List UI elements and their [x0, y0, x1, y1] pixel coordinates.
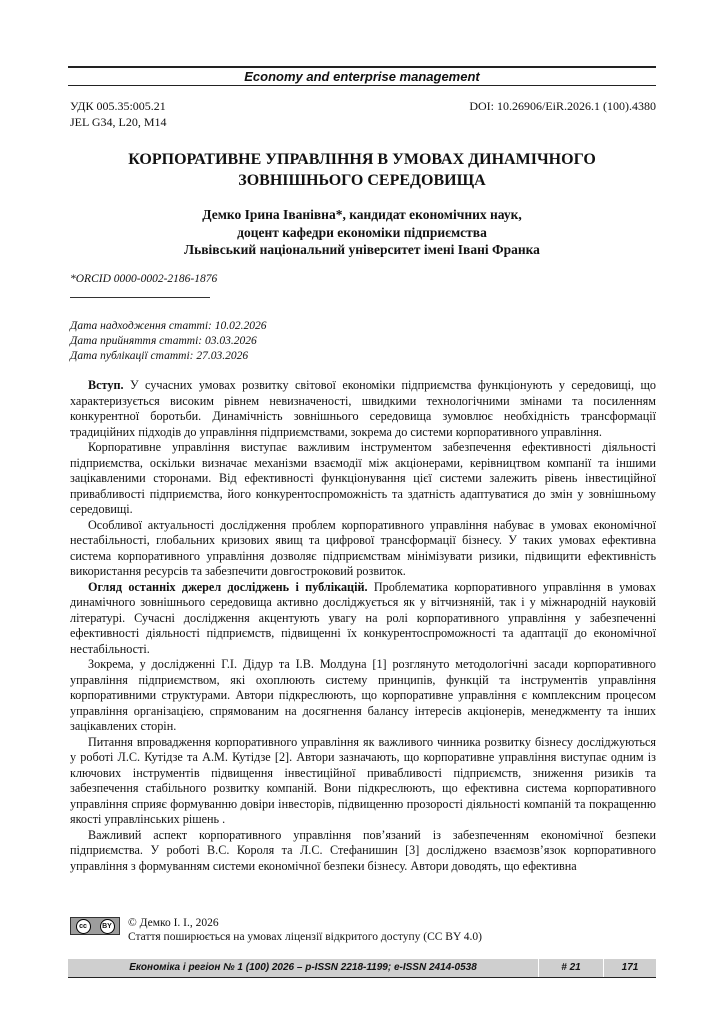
- article-dates: [70, 319, 266, 364]
- license-statement: Стаття поширюється на умовах ліцензії відкритого доступу (CC BY 4.0): [128, 931, 482, 943]
- journal-section-header: Economy and enterprise management: [244, 69, 480, 84]
- copyright: © Демко І. І., 2026: [128, 917, 219, 929]
- paragraph: Особливої актуальності дослідження проблем корпоративного управління набуває в умовах економічної нестабільності, глобальних кризових явищ та цифрової трансформації бізнесу. У таких умовах ефективна система корпоративного управління дозволяє підприємствам мінімізувати ризики, підвищити ефективність використання ресурсів та забезпечити довгостроковий розвиток.: [70, 517, 656, 578]
- page-footer: [68, 959, 656, 977]
- footer-rule: [68, 977, 656, 978]
- paragraph: Важливий аспект корпоративного управління пов’язаний із забезпеченням економічної безпеки підприємства. У роботі В.С. Короля та Л.С. Стефанишин [3] досліджено взаємозв’язок корпоративного управління з формуванням системи економічної безпеки бізнесу. Автори доводять, що ефективна: [70, 827, 656, 873]
- footer-journal-info: Економіка і регіон № 1 (100) 2026 – p-ISSN 2218-1199; e-ISSN 2414-0538: [129, 962, 477, 973]
- date-received: Дата надходження статті: 10.02.2026: [70, 320, 267, 332]
- orcid: *ORCID 0000-0002-2186-1876: [70, 273, 218, 285]
- paragraph: Питання впровадження корпоративного управління як важливого чинника розвитку бізнесу досліджуються у роботі Л.С. Кутідзе та А.М. Кутідзе [2]. Автори зазначають, що корпоративне управління виступає одним із ключових інструментів підвищення інвестиційної привабливості підприємств, зниження ризиків та забезпечення стабільного розвитку компаній. Вони підкреслюють, що ефективна система корпоративного управління сприяє формуванню довіри інвесторів, підвищенню прозорості діяльності компаній та покращенню якості управлінських рішень .: [70, 734, 656, 826]
- by-icon: BY: [100, 919, 115, 934]
- date-published: Дата публікації статті: 27.03.2026: [70, 350, 249, 362]
- title-line: ЗОВНІШНЬОГО СЕРЕДОВИЩА: [238, 172, 486, 189]
- page-number: 171: [621, 962, 639, 973]
- cc-icon: cc: [76, 919, 91, 934]
- author-affiliation: Львівський національний університет імені Івані Франка: [184, 242, 540, 257]
- date-accepted: Дата прийняття статті: 03.03.2026: [70, 335, 257, 347]
- license-text: [128, 916, 482, 944]
- article-title: [68, 149, 656, 191]
- author-block: [68, 206, 656, 259]
- footer-issue-number: # 21: [561, 962, 581, 973]
- title-line: КОРПОРАТИВНЕ УПРАВЛІННЯ В УМОВАХ ДИНАМІЧНОГО: [128, 151, 596, 168]
- classification-codes: [70, 98, 167, 130]
- udk-code: УДК 005.35:005.21: [70, 99, 166, 113]
- doi: DOI: 10.26906/EiR.2026.1 (100).4380: [469, 99, 656, 113]
- paragraph: Зокрема, у дослідженні Г.І. Дідур та І.В. Молдуна [1] розглянуто методологічні засади корпоративного управління підприємством, які охоплюють систему принципів, функцій та інструментів управління корпоративними структурами. Автори підкреслюють, що корпоративне управління є комплексним процесом управління організацією, спрямованим на досягнення балансу інтересів акціонерів, менеджменту та інших зацікавлених сторін.: [70, 657, 656, 733]
- author-position: доцент кафедри економіки підприємства: [237, 224, 487, 240]
- jel-code: JEL G34, L20, M14: [70, 115, 167, 129]
- article-body: [70, 378, 656, 874]
- paragraph-literature-review: Огляд останніх джерел досліджень і публікацій. Проблематика корпоративного управління в умовах динамічного зовнішнього середовища активно досліджується як у вітчизняній, так і у міжнародній науковій літературі. Сучасні дослідження акцентують увагу на ролі корпоративного управління у забезпеченні ефективності діяльності підприємств, підвищенні їх конкурентоспроможності та адаптації до економічної нестабільності.: [70, 579, 656, 656]
- footnote-rule: [70, 297, 210, 298]
- paragraph: Корпоративне управління виступає важливим інструментом забезпечення ефективності діяльності підприємства, оскільки визначає механізми взаємодії між акціонерами, керівництвом компанії та іншими зацікавленими сторонами. Від ефективності функціонування цієї системи залежить рівень інвестиційної привабливості підприємства, його конкурентоспроможність та здатність адаптуватися до змін у зовнішньому середовищі.: [70, 440, 656, 516]
- section-lead: Вступ.: [88, 378, 124, 392]
- cc-by-badge[interactable]: [70, 917, 120, 935]
- author-name: Демко Ірина Іванівна*, кандидат економічних наук,: [202, 207, 522, 222]
- header-rule-bottom: [68, 85, 656, 86]
- paragraph-introduction: Вступ. У сучасних умовах розвитку світової економіки підприємства функціонують у середовищі, що характеризується високим рівнем невизначеності, швидкими технологічними змінами та посиленням конкурентної боротьби. Динамічність зовнішнього середовища зумовлює необхідність трансформації традиційних підходів до управління підприємствами, зокрема до системи корпоративного управління.: [70, 378, 656, 439]
- section-lead: Огляд останніх джерел досліджень і публікацій.: [88, 579, 368, 594]
